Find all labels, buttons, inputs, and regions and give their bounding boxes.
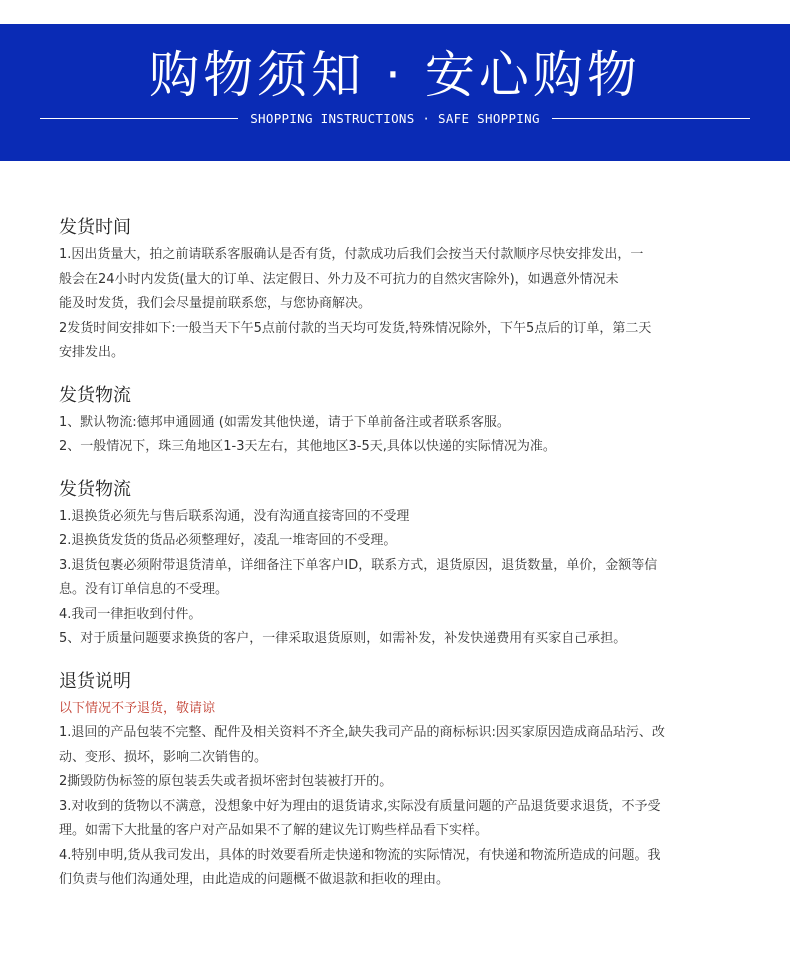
text-line: 1.退回的产品包装不完整、配件及相关资料不齐全,缺失我司产品的商标标识:因买家原因造成商品玷污、改	[59, 725, 665, 740]
text-line: 2.退换货发货的货品必须整理好，凌乱一堆寄回的不受理。	[59, 533, 397, 548]
text-line: 1.因出货量大，拍之前请联系客服确认是否有货，付款成功后我们会按当天付款顺序尽快安排发出，一	[59, 247, 644, 262]
section-heading: 发货时间	[59, 217, 131, 238]
banner-title: 购物须知 · 安心购物	[149, 46, 641, 104]
text-line: 2、一般情况下，珠三角地区1-3天左右，其他地区3-5天,具体以快递的实际情况为准。	[59, 439, 556, 454]
section-heading: 退货说明	[59, 670, 131, 692]
banner-subtitle: SHOPPING INSTRUCTIONS · SAFE SHOPPING	[250, 110, 540, 126]
text-line: 2撕毁防伪标签的原包装丢失或者损坏密封包装被打开的。	[59, 774, 393, 789]
text-line: 3.退货包裹必须附带退货清单，详细备注下单客户ID，联系方式，退货原因，退货数量，单价，金额等信	[59, 557, 658, 573]
notice-text: 以下情况不予退货，敬请谅	[59, 700, 216, 716]
text-line: 3.对收到的货物以不满意，没想象中好为理由的退货请求,实际没有质量问题的产品退货要求退货，不予受	[59, 798, 661, 814]
banner-subtitle-row	[40, 107, 750, 129]
text-line: 息。没有订单信息的不受理。	[59, 582, 229, 597]
divider-left	[40, 118, 238, 119]
text-line: 安排发出。	[59, 345, 125, 360]
section-return-policy	[59, 669, 759, 893]
header-banner	[0, 24, 790, 161]
text-line: 般会在24小时内发货(量大的订单、法定假日、外力及不可抗力的自然灾害除外)，如遇意外情况未	[59, 271, 619, 287]
text-line: 能及时发货，我们会尽量提前联系您，与您协商解决。	[59, 296, 372, 311]
text-line: 们负责与他们沟通处理，由此造成的问题概不做退款和拒收的理由。	[59, 872, 450, 887]
section-heading: 发货物流	[59, 478, 131, 500]
text-line: 5、对于质量问题要求换货的客户，一律采取退货原则，如需补发，补发快递费用有买家自己承担。	[59, 631, 627, 646]
text-line: 4.特别申明,货从我司发出，具体的时效要看所走快递和物流的实际情况，有快递和物流所造成的问题。我	[59, 847, 661, 863]
section-shipping-logistics	[59, 383, 759, 460]
text-line: 理。如需下大批量的客户对产品如果不了解的建议先订购些样品看下实样。	[59, 823, 489, 838]
section-shipping-time	[59, 215, 759, 366]
text-line: 2发货时间安排如下:一般当天下午5点前付款的当天均可发货,特殊情况除外，下午5点后的订单，第二天	[59, 320, 652, 336]
text-line: 动、变形、损坏，影响二次销售的。	[59, 749, 268, 765]
text-line: 1、默认物流:德邦申通圆通 (如需发其他快递，请于下单前备注或者联系客服。	[59, 414, 510, 430]
content-area	[59, 215, 759, 910]
divider-right	[552, 118, 750, 119]
section-exchange-policy	[59, 477, 759, 652]
section-heading: 发货物流	[59, 384, 131, 406]
text-line: 4.我司一律拒收到付件。	[59, 606, 202, 622]
text-line: 1.退换货必须先与售后联系沟通，没有沟通直接寄回的不受理	[59, 508, 410, 524]
